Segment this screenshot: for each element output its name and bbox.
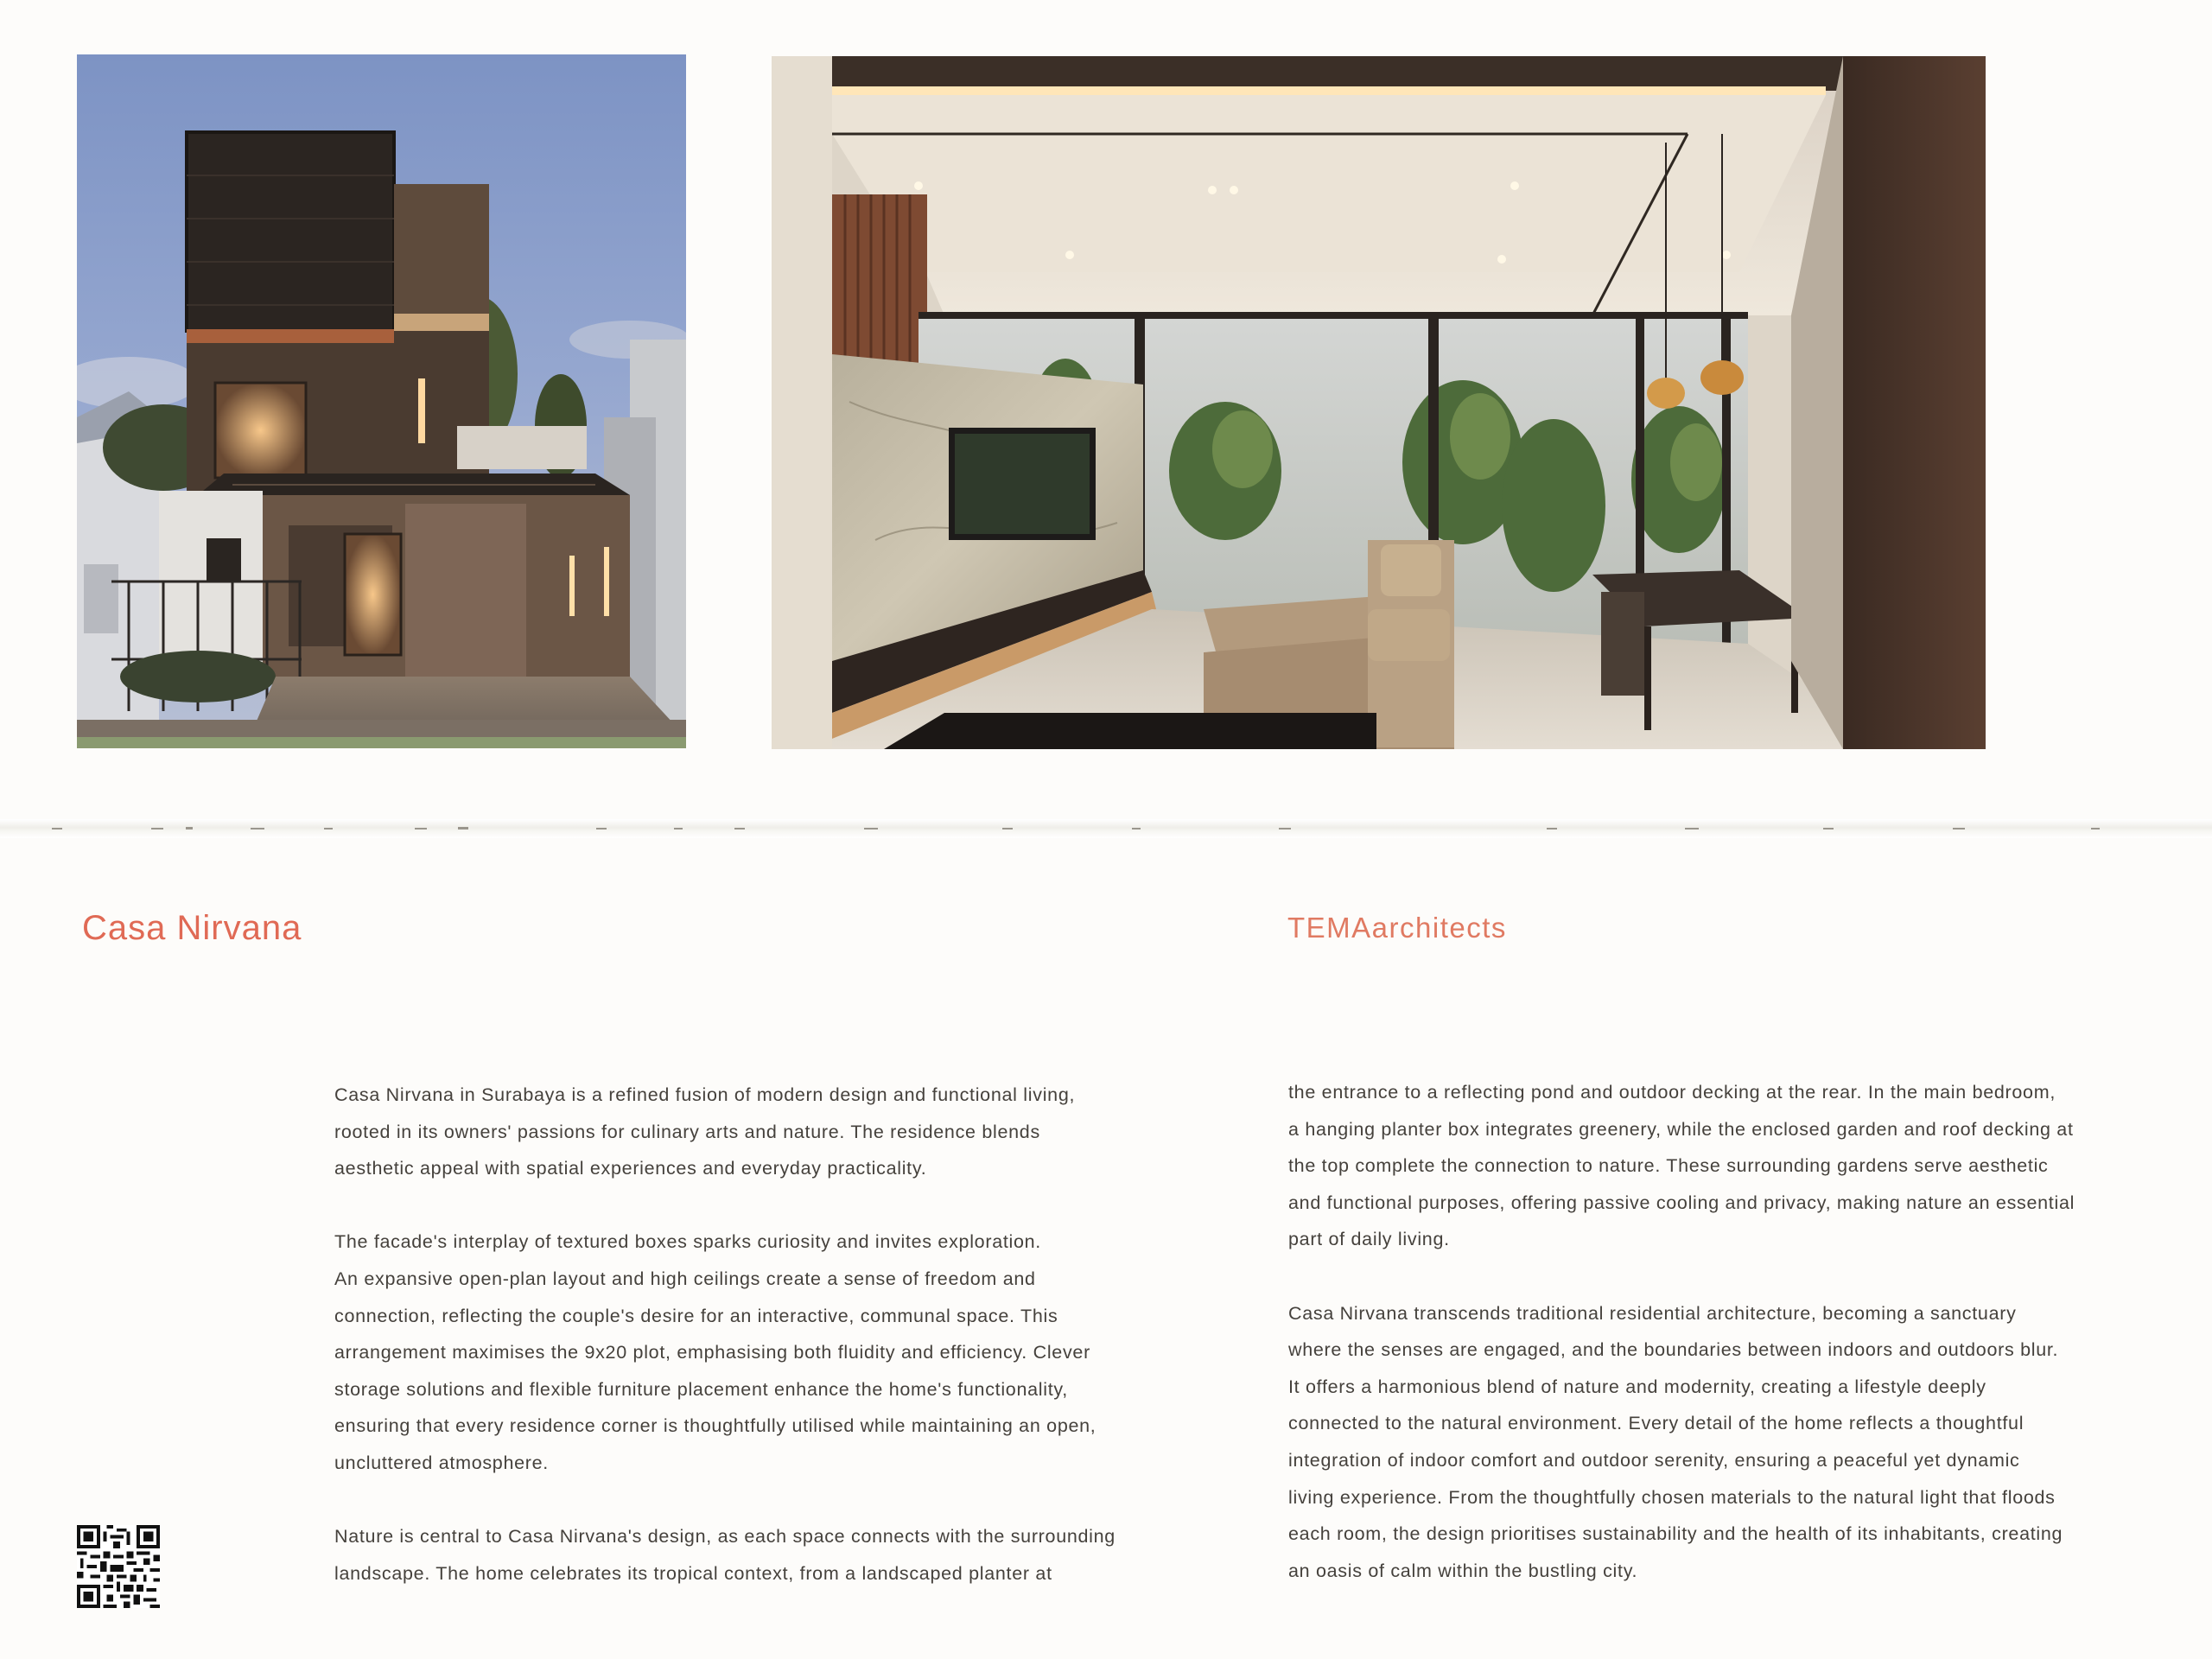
body-text-right-column [1288, 1074, 2161, 1589]
body-text-left-column [334, 1077, 1207, 1592]
text-line: an oasis of calm within the bustling city. [1288, 1560, 1638, 1581]
text-line: arrangement maximises the 9x20 plot, emphasising both fluidity and efficiency. Clever [334, 1342, 1090, 1363]
qr-code-icon[interactable] [77, 1525, 160, 1608]
text-line: and functional purposes, offering passive cooling and privacy, making nature an essential [1288, 1192, 2075, 1213]
text-line: Casa Nirvana in Surabaya is a refined fusion of modern design and functional living, [334, 1084, 1076, 1105]
text-line: rooted in its owners' passions for culinary arts and nature. The residence blends [334, 1121, 1040, 1142]
fold-speckles [0, 824, 2212, 833]
house-exterior-photo [77, 54, 686, 748]
text-line: The facade's interplay of textured boxes sparks curiosity and invites exploration. [334, 1231, 1041, 1253]
text-line: the entrance to a reflecting pond and outdoor decking at the rear. In the main bedroom, [1288, 1082, 2056, 1103]
living-room-photo [772, 56, 1986, 749]
text-line: Casa Nirvana transcends traditional residential architecture, becoming a sanctuary [1288, 1302, 2017, 1324]
text-line: Nature is central to Casa Nirvana's design, as each space connects with the surrounding [334, 1526, 1116, 1548]
paragraph [1288, 1074, 2161, 1258]
paragraph [334, 1224, 1207, 1481]
text-line: a hanging planter box integrates greenery, while the enclosed garden and roof decking at [1288, 1118, 2074, 1140]
text-line: aesthetic appeal with spatial experiences and everyday practicality. [334, 1158, 927, 1179]
text-line: It offers a harmonious blend of nature and modernity, creating a lifestyle deeply [1288, 1376, 1986, 1397]
text-line: ensuring that every residence corner is thoughtfully utilised while maintaining an open, [334, 1415, 1096, 1437]
text-line: integration of indoor comfort and outdoor serenity, ensuring a peaceful yet dynamic [1288, 1449, 2020, 1471]
text-line: living experience. From the thoughtfully chosen materials to the natural light that floods [1288, 1486, 2056, 1508]
text-line: connected to the natural environment. Every detail of the home reflects a thoughtful [1288, 1413, 2024, 1434]
text-line: uncluttered atmosphere. [334, 1452, 549, 1473]
text-line: part of daily living. [1288, 1229, 1450, 1250]
text-line: each room, the design prioritises sustainability and the health of its inhabitants, creating [1288, 1523, 2063, 1545]
text-line: storage solutions and flexible furniture placement enhance the home's functionality, [334, 1378, 1068, 1400]
paragraph [334, 1518, 1207, 1592]
architect-name: TEMAarchitects [1287, 912, 1507, 944]
text-line: connection, reflecting the couple's desire for an interactive, communal space. This [334, 1305, 1058, 1326]
text-line: landscape. The home celebrates its tropical context, from a landscaped planter at [334, 1562, 1052, 1584]
text-line: where the senses are engaged, and the boundaries between indoors and outdoors blur. [1288, 1339, 2059, 1361]
project-title: Casa Nirvana [82, 909, 302, 947]
paragraph [1288, 1295, 2161, 1590]
text-line: An expansive open-plan layout and high ceilings create a sense of freedom and [334, 1268, 1036, 1289]
text-line: the top complete the connection to nature. These surrounding gardens serve aesthetic [1288, 1155, 2049, 1177]
paragraph [334, 1077, 1207, 1187]
